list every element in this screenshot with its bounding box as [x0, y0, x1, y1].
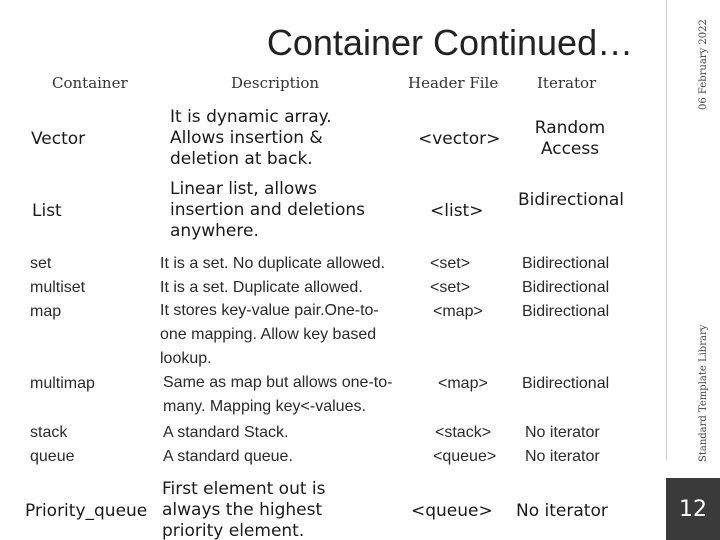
row-list-iterator: Bidirectional [517, 190, 625, 210]
scan-row-multiset-description: It is a set. Duplicate allowed. [160, 279, 363, 296]
header-header-file: Header File [408, 74, 499, 92]
row-vector-iterator: Random Access [534, 118, 606, 159]
scan-row-queue-header: <queue> [433, 448, 497, 465]
scan-row-map-iterator: Bidirectional [522, 303, 610, 320]
scan-row-set-header: <set> [430, 255, 471, 272]
scan-row-queue-description: A standard queue. [163, 448, 293, 465]
scan-row-stack-header: <stack> [435, 424, 492, 441]
subject-label: Standard Template Library [698, 324, 709, 462]
row-priority-queue-description: First element out is always the highest priority element. [162, 479, 326, 540]
scan-row-map-container: map [30, 303, 62, 320]
scan-row-multiset-container: multiset [30, 279, 86, 296]
header-description: Description [231, 74, 320, 92]
row-priority-queue-header: <queue> [411, 501, 493, 521]
page-number: 12 [666, 478, 720, 540]
side-divider [666, 0, 667, 460]
scan-row-stack-iterator: No iterator [525, 424, 600, 441]
scan-row-multiset-iterator: Bidirectional [522, 279, 610, 296]
scan-row-stack-container: stack [30, 424, 68, 441]
row-priority-queue-iterator: No iterator [516, 501, 608, 521]
scan-row-queue-container: queue [30, 448, 75, 465]
scan-row-set-container: set [30, 255, 52, 272]
row-vector-header: <vector> [418, 129, 501, 149]
row-list-description: Linear list, allows insertion and deletions anywhere. [170, 179, 366, 241]
scan-row-set-iterator: Bidirectional [522, 255, 610, 272]
slide-title: Container Continued… [266, 22, 634, 63]
scan-row-queue-iterator: No iterator [525, 448, 600, 465]
row-vector-description: It is dynamic array. Allows insertion & deletion at back. [170, 107, 332, 169]
row-vector-container: Vector [31, 129, 86, 149]
scan-row-stack-description: A standard Stack. [163, 424, 289, 441]
side-panel [666, 0, 720, 540]
scan-row-multimap-iterator: Bidirectional [522, 375, 610, 392]
scan-row-multimap-header: <map> [438, 375, 488, 392]
scan-row-multimap-description: Same as map but allows one-to-many. Mapping key<-values. [163, 374, 393, 415]
row-priority-queue-container: Priority_queue [25, 501, 148, 521]
scan-row-multiset-header: <set> [430, 279, 471, 296]
row-list-container: List [32, 201, 62, 221]
header-container: Container [52, 74, 128, 92]
date-label: 06 February 2022 [698, 19, 709, 110]
scan-row-multimap-container: multimap [30, 375, 95, 392]
scan-row-map-header: <map> [433, 303, 483, 320]
scan-row-set-description: It is a set. No duplicate allowed. [160, 255, 386, 272]
scan-row-map-description: It stores key-value pair.One-to-one mapping. Allow key based lookup. [160, 302, 379, 367]
header-iterator: Iterator [537, 74, 597, 92]
row-list-header: <list> [430, 201, 484, 221]
